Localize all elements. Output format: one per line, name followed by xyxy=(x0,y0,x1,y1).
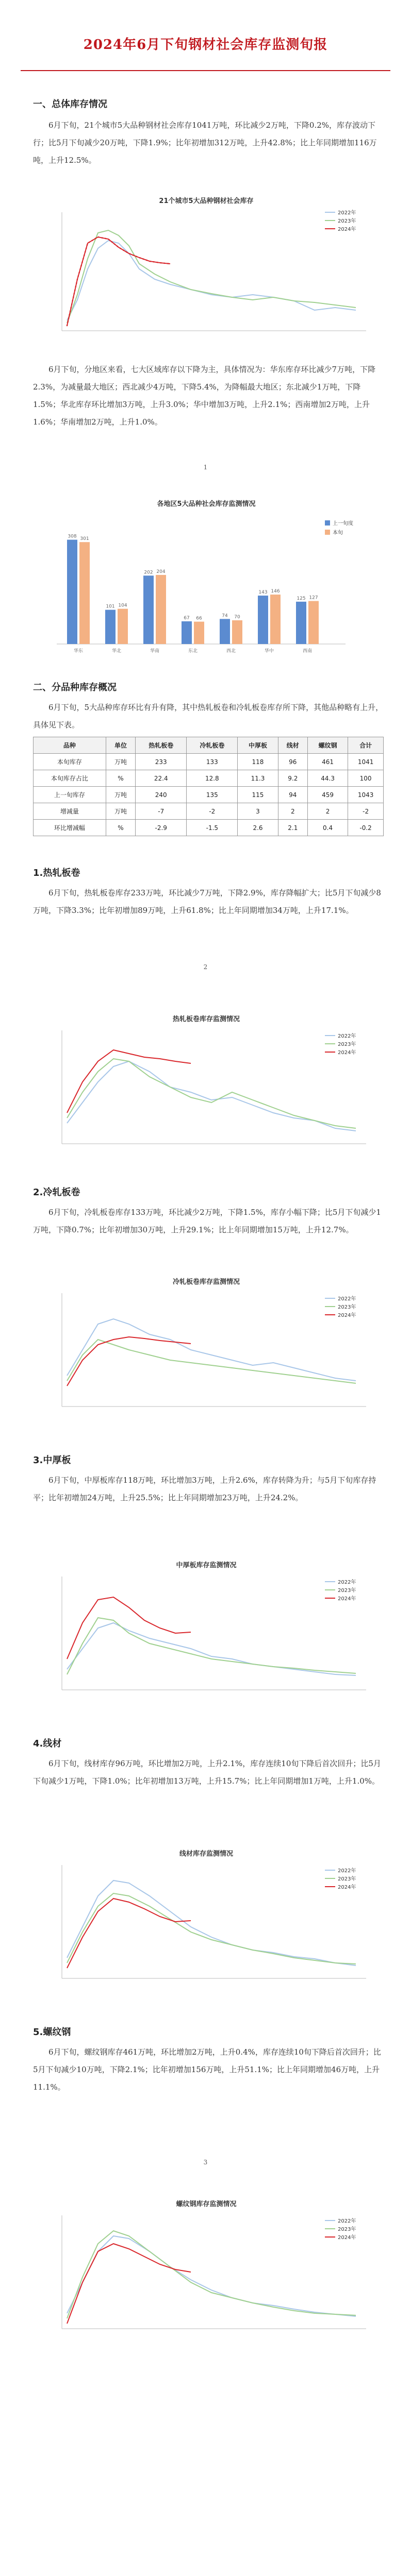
bar-value-label: 66 xyxy=(196,616,202,621)
paragraph-varieties: 6月下旬，5大品种库存环比有升有降，其中热轧板卷和冷轧板卷库存所下降，其他品种略有上升，具体见下表。 xyxy=(33,703,384,730)
chart-title: 线材库存监测情况 xyxy=(179,1850,234,1858)
bar-legend xyxy=(325,520,353,536)
section-heading-varieties: 二、分品种库存概况 xyxy=(33,682,117,693)
table-row: 增减量 万吨 -7 -2 3 2 2 -2 xyxy=(34,803,384,820)
page-number: 3 xyxy=(203,2159,208,2166)
bar-value-label: 301 xyxy=(80,536,89,542)
svg-text:2022年: 2022年 xyxy=(338,1033,356,1039)
stock-table xyxy=(33,737,384,836)
chart-title: 各地区5大品种社会库存监测情况 xyxy=(157,500,256,508)
svg-text:2023年: 2023年 xyxy=(338,1588,356,1594)
svg-text:2022年: 2022年 xyxy=(338,2218,356,2224)
chart-title: 中厚板库存监测情况 xyxy=(176,1562,237,1569)
svg-text:2023年: 2023年 xyxy=(338,1304,356,1310)
section-heading-hot-rolled: 1.热轧板卷 xyxy=(33,868,80,878)
svg-text:2023年: 2023年 xyxy=(338,218,356,224)
legend xyxy=(325,209,356,232)
bar-value-label: 104 xyxy=(118,603,127,608)
table-header-row: 品种 单位 热轧板卷 冷轧板卷 中厚板 线材 螺纹钢 合计 xyxy=(34,737,384,754)
bar-东北-本旬 xyxy=(194,622,204,644)
bar-value-label: 204 xyxy=(156,569,166,574)
legend xyxy=(325,2217,356,2241)
category-label: 华北 xyxy=(111,649,122,654)
bar-value-label: 67 xyxy=(184,615,190,621)
bar-华南-上一旬度 xyxy=(143,575,154,644)
bar-华中-本旬 xyxy=(270,595,281,644)
bar-value-label: 125 xyxy=(297,596,306,601)
page-number: 1 xyxy=(203,464,208,471)
bar-西南-本旬 xyxy=(308,601,319,644)
bar-value-label: 143 xyxy=(258,590,268,596)
title-divider xyxy=(21,70,390,71)
chart-title: 热轧板卷库存监测情况 xyxy=(172,1015,240,1023)
svg-text:2023年: 2023年 xyxy=(338,2227,356,2232)
chart-regional-stock xyxy=(36,495,376,665)
category-label: 西北 xyxy=(226,649,236,654)
bar-value-label: 127 xyxy=(309,595,318,601)
section-heading-wire-rod: 4.线材 xyxy=(33,1738,62,1749)
report-title: 2024年6月下旬钢材社会库存监测旬报 xyxy=(83,37,328,53)
bar-华东-上一旬度 xyxy=(67,540,77,644)
bar-value-label: 74 xyxy=(222,613,228,619)
section-heading-rebar: 5.螺纹钢 xyxy=(33,2027,71,2038)
bar-华南-本旬 xyxy=(156,575,166,644)
svg-text:2024年: 2024年 xyxy=(338,1885,356,1890)
bar-华北-本旬 xyxy=(118,609,128,644)
category-label: 华南 xyxy=(150,649,160,654)
svg-text:2024年: 2024年 xyxy=(338,2235,356,2241)
table-row: 本旬库存 万吨 233 133 118 96 461 1041 xyxy=(34,754,384,770)
table-row: 环比增减幅 % -2.9 -1.5 2.6 2.1 0.4 -0.2 xyxy=(34,820,384,836)
svg-text:上一旬度: 上一旬度 xyxy=(333,521,353,527)
svg-text:2022年: 2022年 xyxy=(338,1580,356,1585)
category-label: 华东 xyxy=(73,649,84,654)
svg-text:2024年: 2024年 xyxy=(338,1313,356,1318)
series-line-2022 xyxy=(67,241,356,320)
bar-西北-上一旬度 xyxy=(220,619,230,644)
bar-value-label: 308 xyxy=(68,534,77,539)
category-label: 华中 xyxy=(264,649,274,654)
svg-text:本旬: 本旬 xyxy=(333,530,343,536)
chart-title: 螺纹钢库存监测情况 xyxy=(176,2200,237,2208)
bar-华东-本旬 xyxy=(79,542,90,644)
legend xyxy=(325,1032,356,1056)
table-row: 本旬库存占比 % 22.4 12.8 11.3 9.2 44.3 100 xyxy=(34,770,384,787)
bar-value-label: 101 xyxy=(106,604,115,609)
chart-wire-rod xyxy=(36,1844,376,1999)
section-heading-plate: 3.中厚板 xyxy=(33,1455,71,1466)
chart-title: 21个城市5大品种钢材社会库存 xyxy=(159,197,254,205)
svg-text:2023年: 2023年 xyxy=(338,1876,356,1882)
chart-cold-rolled xyxy=(36,1273,376,1427)
legend xyxy=(325,1295,356,1318)
category-label: 东北 xyxy=(188,649,198,654)
chart-title: 冷轧板卷库存监测情况 xyxy=(172,1278,240,1286)
svg-text:2024年: 2024年 xyxy=(338,1596,356,1602)
bar-西南-上一旬度 xyxy=(296,602,306,644)
bar-value-label: 146 xyxy=(271,589,280,595)
section-heading-overall: 一、总体库存情况 xyxy=(33,99,107,110)
paragraph-wire-rod: 6月下旬，线材库存96万吨，环比增加2万吨，上升2.1%，库存连续10旬下降后首次回升；比5月下旬减少1万吨，下降1.0%；比年初增加13万吨，上升15.7%；比上年同期增加1万吨，上升1.0%。 xyxy=(33,1759,381,1786)
svg-text:2022年: 2022年 xyxy=(338,1296,356,1302)
series-line-2024 xyxy=(67,237,170,326)
bar-西北-本旬 xyxy=(232,620,242,644)
svg-text:2024年: 2024年 xyxy=(338,227,356,232)
svg-text:2022年: 2022年 xyxy=(338,210,356,216)
bar-华中-上一旬度 xyxy=(258,596,268,644)
chart-hot-rolled xyxy=(36,1010,376,1164)
svg-text:2022年: 2022年 xyxy=(338,1868,356,1874)
svg-text:2023年: 2023年 xyxy=(338,1042,356,1047)
bar-value-label: 202 xyxy=(144,570,153,575)
paragraph-cold-rolled: 6月下旬，冷轧板卷库存133万吨，环比减少2万吨，下降1.5%，库存小幅下降；比5月下旬减少1万吨，下降0.7%；比年初增加30万吨，上升29.1%；比上年同期增加15万吨，上升12.7%。 xyxy=(33,1208,381,1234)
table-row: 上一旬库存 万吨 240 135 115 94 459 1043 xyxy=(34,787,384,803)
paragraph-hot-rolled: 6月下旬，热轧板卷库存233万吨，环比减少7万吨，下降2.9%，库存降幅扩大；比5月下旬减少8万吨，下降3.3%；比年初增加89万吨，上升61.8%；比上年同期增加34万吨，上升17.1%。 xyxy=(33,888,381,915)
chart-rebar xyxy=(36,2195,376,2349)
bar-华北-上一旬度 xyxy=(105,610,116,644)
paragraph-rebar: 6月下旬，螺纹钢库存461万吨，环比增加2万吨，上升0.4%，库存连续10旬下降后首次回升；比5月下旬减少10万吨，下降2.1%；比年初增加156万吨，上升51.1%；比上年同期增加46万吨，上升11.1%。 xyxy=(33,2047,381,2092)
legend xyxy=(325,1579,356,1602)
legend xyxy=(325,1867,356,1890)
chart-overall-stock xyxy=(36,192,376,351)
paragraph-regional: 6月下旬，分地区来看，七大区域库存以下降为主，具体情况为：华东库存环比减少7万吨，下降2.3%，为减量最大地区；西北减少4万吨，下降5.4%，为降幅最大地区；东北减少1万吨，下降1.5%；华北库存环比增加3万吨，上升3.0%；华中增加3万吨，上升2.1%；西南增加2万吨，上升1.6%；华南增加2万吨，上升1.0%。 xyxy=(33,365,376,427)
svg-text:2024年: 2024年 xyxy=(338,1050,356,1056)
chart-plate xyxy=(36,1556,376,1710)
section-heading-cold-rolled: 2.冷轧板卷 xyxy=(33,1187,80,1198)
category-label: 西南 xyxy=(302,649,313,654)
paragraph-plate: 6月下旬，中厚板库存118万吨，环比增加3万吨，上升2.6%，库存转降为升；与5月下旬库存持平；比年初增加24万吨，上升25.5%；比上年同期增加23万吨，上升24.2%。 xyxy=(33,1476,376,1502)
page-number: 2 xyxy=(203,963,208,971)
paragraph-overall: 6月下旬，21个城市5大品种钢材社会库存1041万吨，环比减少2万吨，下降0.2%，库存波动下行；比5月下旬减少20万吨，下降1.9%；比年初增加312万吨，上升42.8%；比上年同期增加116万吨，上升12.5%。 xyxy=(33,121,377,165)
bar-东北-上一旬度 xyxy=(182,621,192,644)
bar-value-label: 70 xyxy=(234,615,240,620)
